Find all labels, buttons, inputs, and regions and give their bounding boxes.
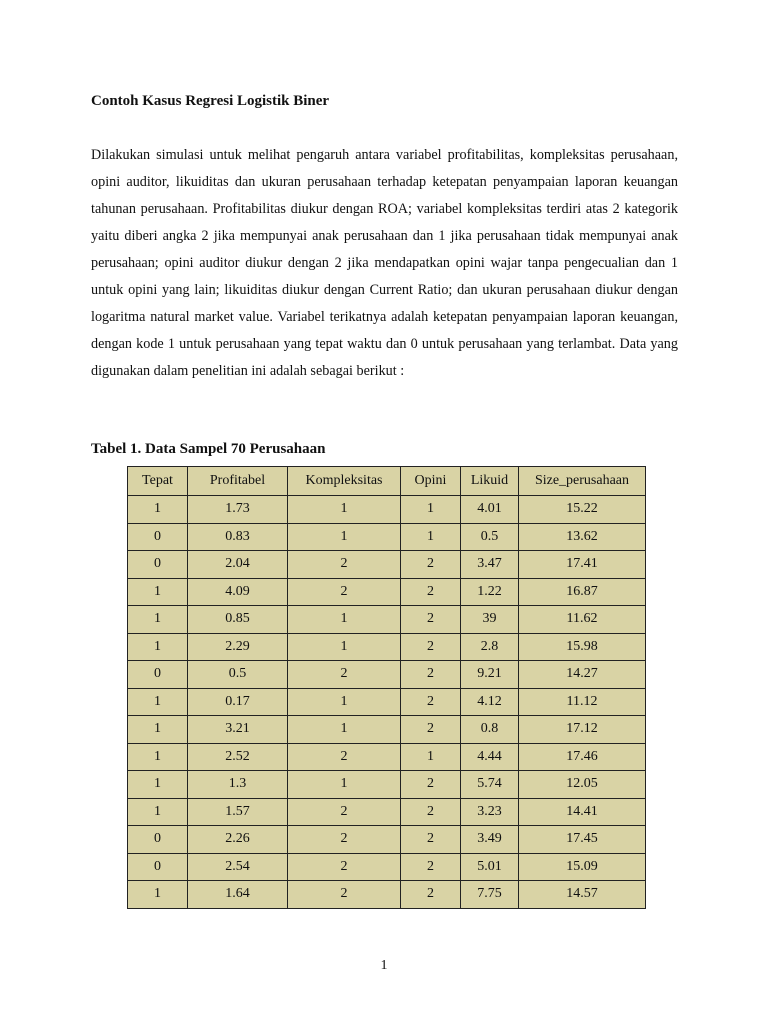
table-row	[128, 496, 646, 524]
table-cell-kompleksitas: 2	[288, 743, 401, 771]
table-cell-size-perusahaan: 17.45	[519, 826, 646, 854]
table-row	[128, 798, 646, 826]
column-header-kompleksitas: Kompleksitas	[288, 467, 401, 496]
table-cell-tepat: 1	[128, 578, 188, 606]
table-cell-size-perusahaan: 17.46	[519, 743, 646, 771]
table-cell-opini: 2	[401, 551, 461, 579]
table-cell-kompleksitas: 2	[288, 826, 401, 854]
table-header-row	[128, 467, 646, 496]
table-row	[128, 551, 646, 579]
table-cell-likuid: 4.12	[461, 688, 519, 716]
table-cell-kompleksitas: 2	[288, 881, 401, 909]
table-cell-profitabel: 4.09	[188, 578, 288, 606]
table-row	[128, 771, 646, 799]
table-cell-tepat: 1	[128, 881, 188, 909]
table-cell-tepat: 1	[128, 743, 188, 771]
table-cell-kompleksitas: 1	[288, 523, 401, 551]
table-cell-opini: 2	[401, 826, 461, 854]
table-cell-likuid: 4.44	[461, 743, 519, 771]
table-cell-tepat: 1	[128, 798, 188, 826]
table-cell-tepat: 0	[128, 826, 188, 854]
column-header-tepat: Tepat	[128, 467, 188, 496]
table-row	[128, 716, 646, 744]
table-row	[128, 633, 646, 661]
table-cell-likuid: 4.01	[461, 496, 519, 524]
table-cell-profitabel: 2.52	[188, 743, 288, 771]
table-cell-opini: 1	[401, 523, 461, 551]
table-cell-opini: 2	[401, 798, 461, 826]
table-row	[128, 688, 646, 716]
table-row	[128, 826, 646, 854]
table-cell-profitabel: 2.54	[188, 853, 288, 881]
table-cell-opini: 2	[401, 633, 461, 661]
table-cell-kompleksitas: 2	[288, 798, 401, 826]
table-cell-kompleksitas: 2	[288, 661, 401, 689]
table-cell-likuid: 3.47	[461, 551, 519, 579]
table-cell-size-perusahaan: 13.62	[519, 523, 646, 551]
table-cell-kompleksitas: 2	[288, 551, 401, 579]
table-cell-opini: 1	[401, 496, 461, 524]
table-cell-opini: 2	[401, 853, 461, 881]
table-cell-likuid: 3.49	[461, 826, 519, 854]
data-table	[127, 466, 646, 909]
column-header-size-perusahaan: Size_perusahaan	[519, 467, 646, 496]
table-cell-opini: 2	[401, 606, 461, 634]
table-cell-tepat: 0	[128, 551, 188, 579]
table-row	[128, 578, 646, 606]
table-cell-size-perusahaan: 17.41	[519, 551, 646, 579]
table-cell-size-perusahaan: 14.27	[519, 661, 646, 689]
table-cell-profitabel: 0.85	[188, 606, 288, 634]
table-cell-size-perusahaan: 15.09	[519, 853, 646, 881]
table-cell-size-perusahaan: 12.05	[519, 771, 646, 799]
table-cell-tepat: 1	[128, 496, 188, 524]
table-cell-profitabel: 1.3	[188, 771, 288, 799]
table-cell-profitabel: 1.73	[188, 496, 288, 524]
page-number: 1	[380, 958, 388, 973]
body-paragraph: Dilakukan simulasi untuk melihat pengaruh antara variabel profitabilitas, kompleksitas perusahaan, opini auditor, likuiditas dan ukuran perusahaan terhadap ketepatan penyampaian laporan keuangan tahunan perusahaan. Profitabilitas diukur dengan ROA; variabel kompleksitas terdiri atas 2 kategorik yaitu diberi angka 2 jika mempunyai anak perusahaan dan 1 jika perusahaan tidak mempunyai anak perusahaan; opini auditor diukur dengan 2 jika mendapatkan opini wajar tanpa pengecualian dan 1 untuk opini yang lain; likuiditas diukur dengan Current Ratio; dan ukuran perusahaan diukur dengan logaritma natural market value. Variabel terikatnya adalah ketepatan penyampaian laporan keuangan, dengan kode 1 untuk perusahaan yang tepat waktu dan 0 untuk perusahaan yang terlambat. Data yang digunakan dalam penelitian ini adalah sebagai berikut :	[91, 147, 678, 379]
table-cell-kompleksitas: 2	[288, 578, 401, 606]
table-cell-tepat: 1	[128, 716, 188, 744]
table-cell-profitabel: 0.5	[188, 661, 288, 689]
table-cell-size-perusahaan: 15.98	[519, 633, 646, 661]
table-cell-kompleksitas: 1	[288, 688, 401, 716]
table-cell-tepat: 1	[128, 688, 188, 716]
document-title: Contoh Kasus Regresi Logistik Biner	[91, 93, 330, 109]
table-cell-opini: 2	[401, 716, 461, 744]
column-header-profitabel: Profitabel	[188, 467, 288, 496]
column-header-opini: Opini	[401, 467, 461, 496]
table-cell-likuid: 2.8	[461, 633, 519, 661]
table-cell-profitabel: 2.26	[188, 826, 288, 854]
table-cell-profitabel: 1.57	[188, 798, 288, 826]
table-cell-profitabel: 0.17	[188, 688, 288, 716]
table-cell-likuid: 5.74	[461, 771, 519, 799]
table-cell-size-perusahaan: 17.12	[519, 716, 646, 744]
table-cell-opini: 2	[401, 881, 461, 909]
table-cell-likuid: 7.75	[461, 881, 519, 909]
table-cell-profitabel: 3.21	[188, 716, 288, 744]
table-cell-kompleksitas: 1	[288, 716, 401, 744]
table-cell-likuid: 5.01	[461, 853, 519, 881]
table-cell-tepat: 1	[128, 606, 188, 634]
table-row	[128, 606, 646, 634]
table-cell-size-perusahaan: 14.41	[519, 798, 646, 826]
table-cell-size-perusahaan: 16.87	[519, 578, 646, 606]
table-cell-likuid: 39	[461, 606, 519, 634]
table-cell-likuid: 1.22	[461, 578, 519, 606]
table-body	[128, 496, 646, 909]
table-cell-opini: 2	[401, 688, 461, 716]
table-cell-opini: 2	[401, 661, 461, 689]
table-cell-tepat: 0	[128, 661, 188, 689]
table-cell-size-perusahaan: 14.57	[519, 881, 646, 909]
table-row	[128, 523, 646, 551]
table-cell-opini: 2	[401, 771, 461, 799]
table-cell-profitabel: 1.64	[188, 881, 288, 909]
table-cell-tepat: 1	[128, 633, 188, 661]
table-cell-profitabel: 2.04	[188, 551, 288, 579]
column-header-likuid: Likuid	[461, 467, 519, 496]
table-cell-kompleksitas: 2	[288, 853, 401, 881]
table-cell-likuid: 0.8	[461, 716, 519, 744]
table-cell-opini: 1	[401, 743, 461, 771]
table-row	[128, 853, 646, 881]
table-cell-profitabel: 2.29	[188, 633, 288, 661]
table-cell-kompleksitas: 1	[288, 771, 401, 799]
table-cell-likuid: 0.5	[461, 523, 519, 551]
table-cell-tepat: 0	[128, 523, 188, 551]
table-cell-likuid: 9.21	[461, 661, 519, 689]
table-cell-kompleksitas: 1	[288, 606, 401, 634]
table-cell-size-perusahaan: 15.22	[519, 496, 646, 524]
table-caption: Tabel 1. Data Sampel 70 Perusahaan	[91, 441, 326, 457]
table-cell-size-perusahaan: 11.12	[519, 688, 646, 716]
table-cell-size-perusahaan: 11.62	[519, 606, 646, 634]
table-row	[128, 881, 646, 909]
table-row	[128, 743, 646, 771]
table-cell-kompleksitas: 1	[288, 496, 401, 524]
table-cell-likuid: 3.23	[461, 798, 519, 826]
table-cell-tepat: 0	[128, 853, 188, 881]
table-cell-tepat: 1	[128, 771, 188, 799]
table-cell-opini: 2	[401, 578, 461, 606]
table-row	[128, 661, 646, 689]
table-cell-profitabel: 0.83	[188, 523, 288, 551]
table-cell-kompleksitas: 1	[288, 633, 401, 661]
